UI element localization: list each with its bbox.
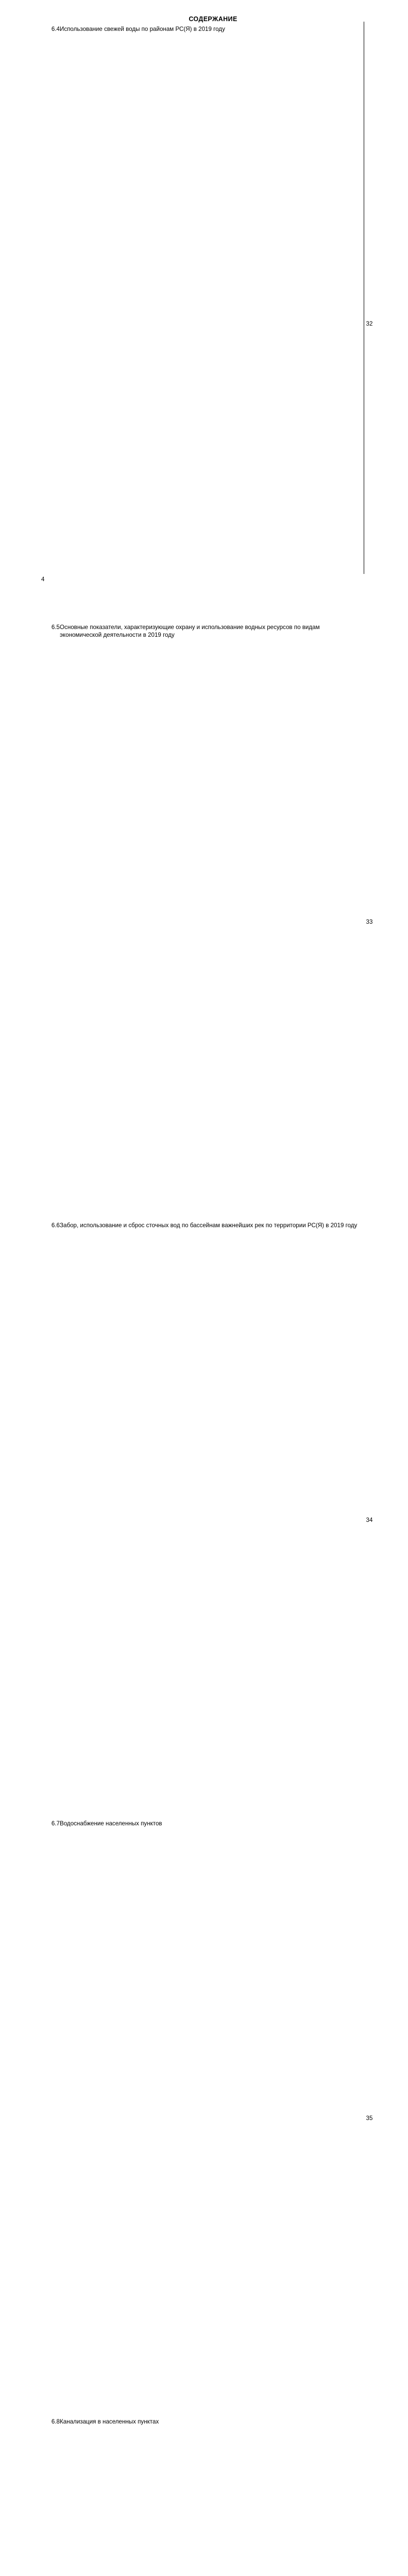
toc-entry-page: 32 xyxy=(366,320,373,327)
toc-entry-title: Основные показатели, характеризующие охрану и использование водных ресурсов по видам экономической деятельности в 2019 году xyxy=(60,624,320,638)
page-number: 4 xyxy=(41,577,45,583)
toc-entry-page: 35 xyxy=(366,2114,373,2122)
toc-entry-number: 6.4 xyxy=(51,26,60,32)
toc-entry-page: 34 xyxy=(366,1516,373,1523)
toc-entry-title: Использование свежей воды по районам РС(Я) в 2019 году xyxy=(60,26,225,32)
toc-entry[interactable] xyxy=(41,1820,380,2418)
toc-entry-number: 6.6 xyxy=(51,1222,60,1229)
toc-entry-title: Забор, использование и сброс сточных вод по бассейнам важнейших рек по территории РС(Я) в 2019 году xyxy=(60,1222,358,1229)
toc-entry-number: 6.8 xyxy=(51,2418,60,2425)
toc-entry-number: 6.5 xyxy=(51,624,60,631)
toc-entry[interactable] xyxy=(41,2418,380,2576)
table-of-contents xyxy=(41,26,380,2576)
toc-entry[interactable] xyxy=(41,1222,380,1820)
toc-entry[interactable] xyxy=(41,624,380,1222)
toc-entry-title: Водоснабжение населенных пунктов xyxy=(60,1820,162,1827)
toc-entry-title: Канализация в населенных пунктах xyxy=(60,2418,159,2425)
toc-entry-number: 6.7 xyxy=(51,1820,60,1827)
toc-entry-page xyxy=(359,2418,380,2576)
page-title: СОДЕРЖАНИЕ xyxy=(189,15,237,23)
toc-entry[interactable] xyxy=(41,26,380,624)
toc-entry-page: 33 xyxy=(366,918,373,925)
